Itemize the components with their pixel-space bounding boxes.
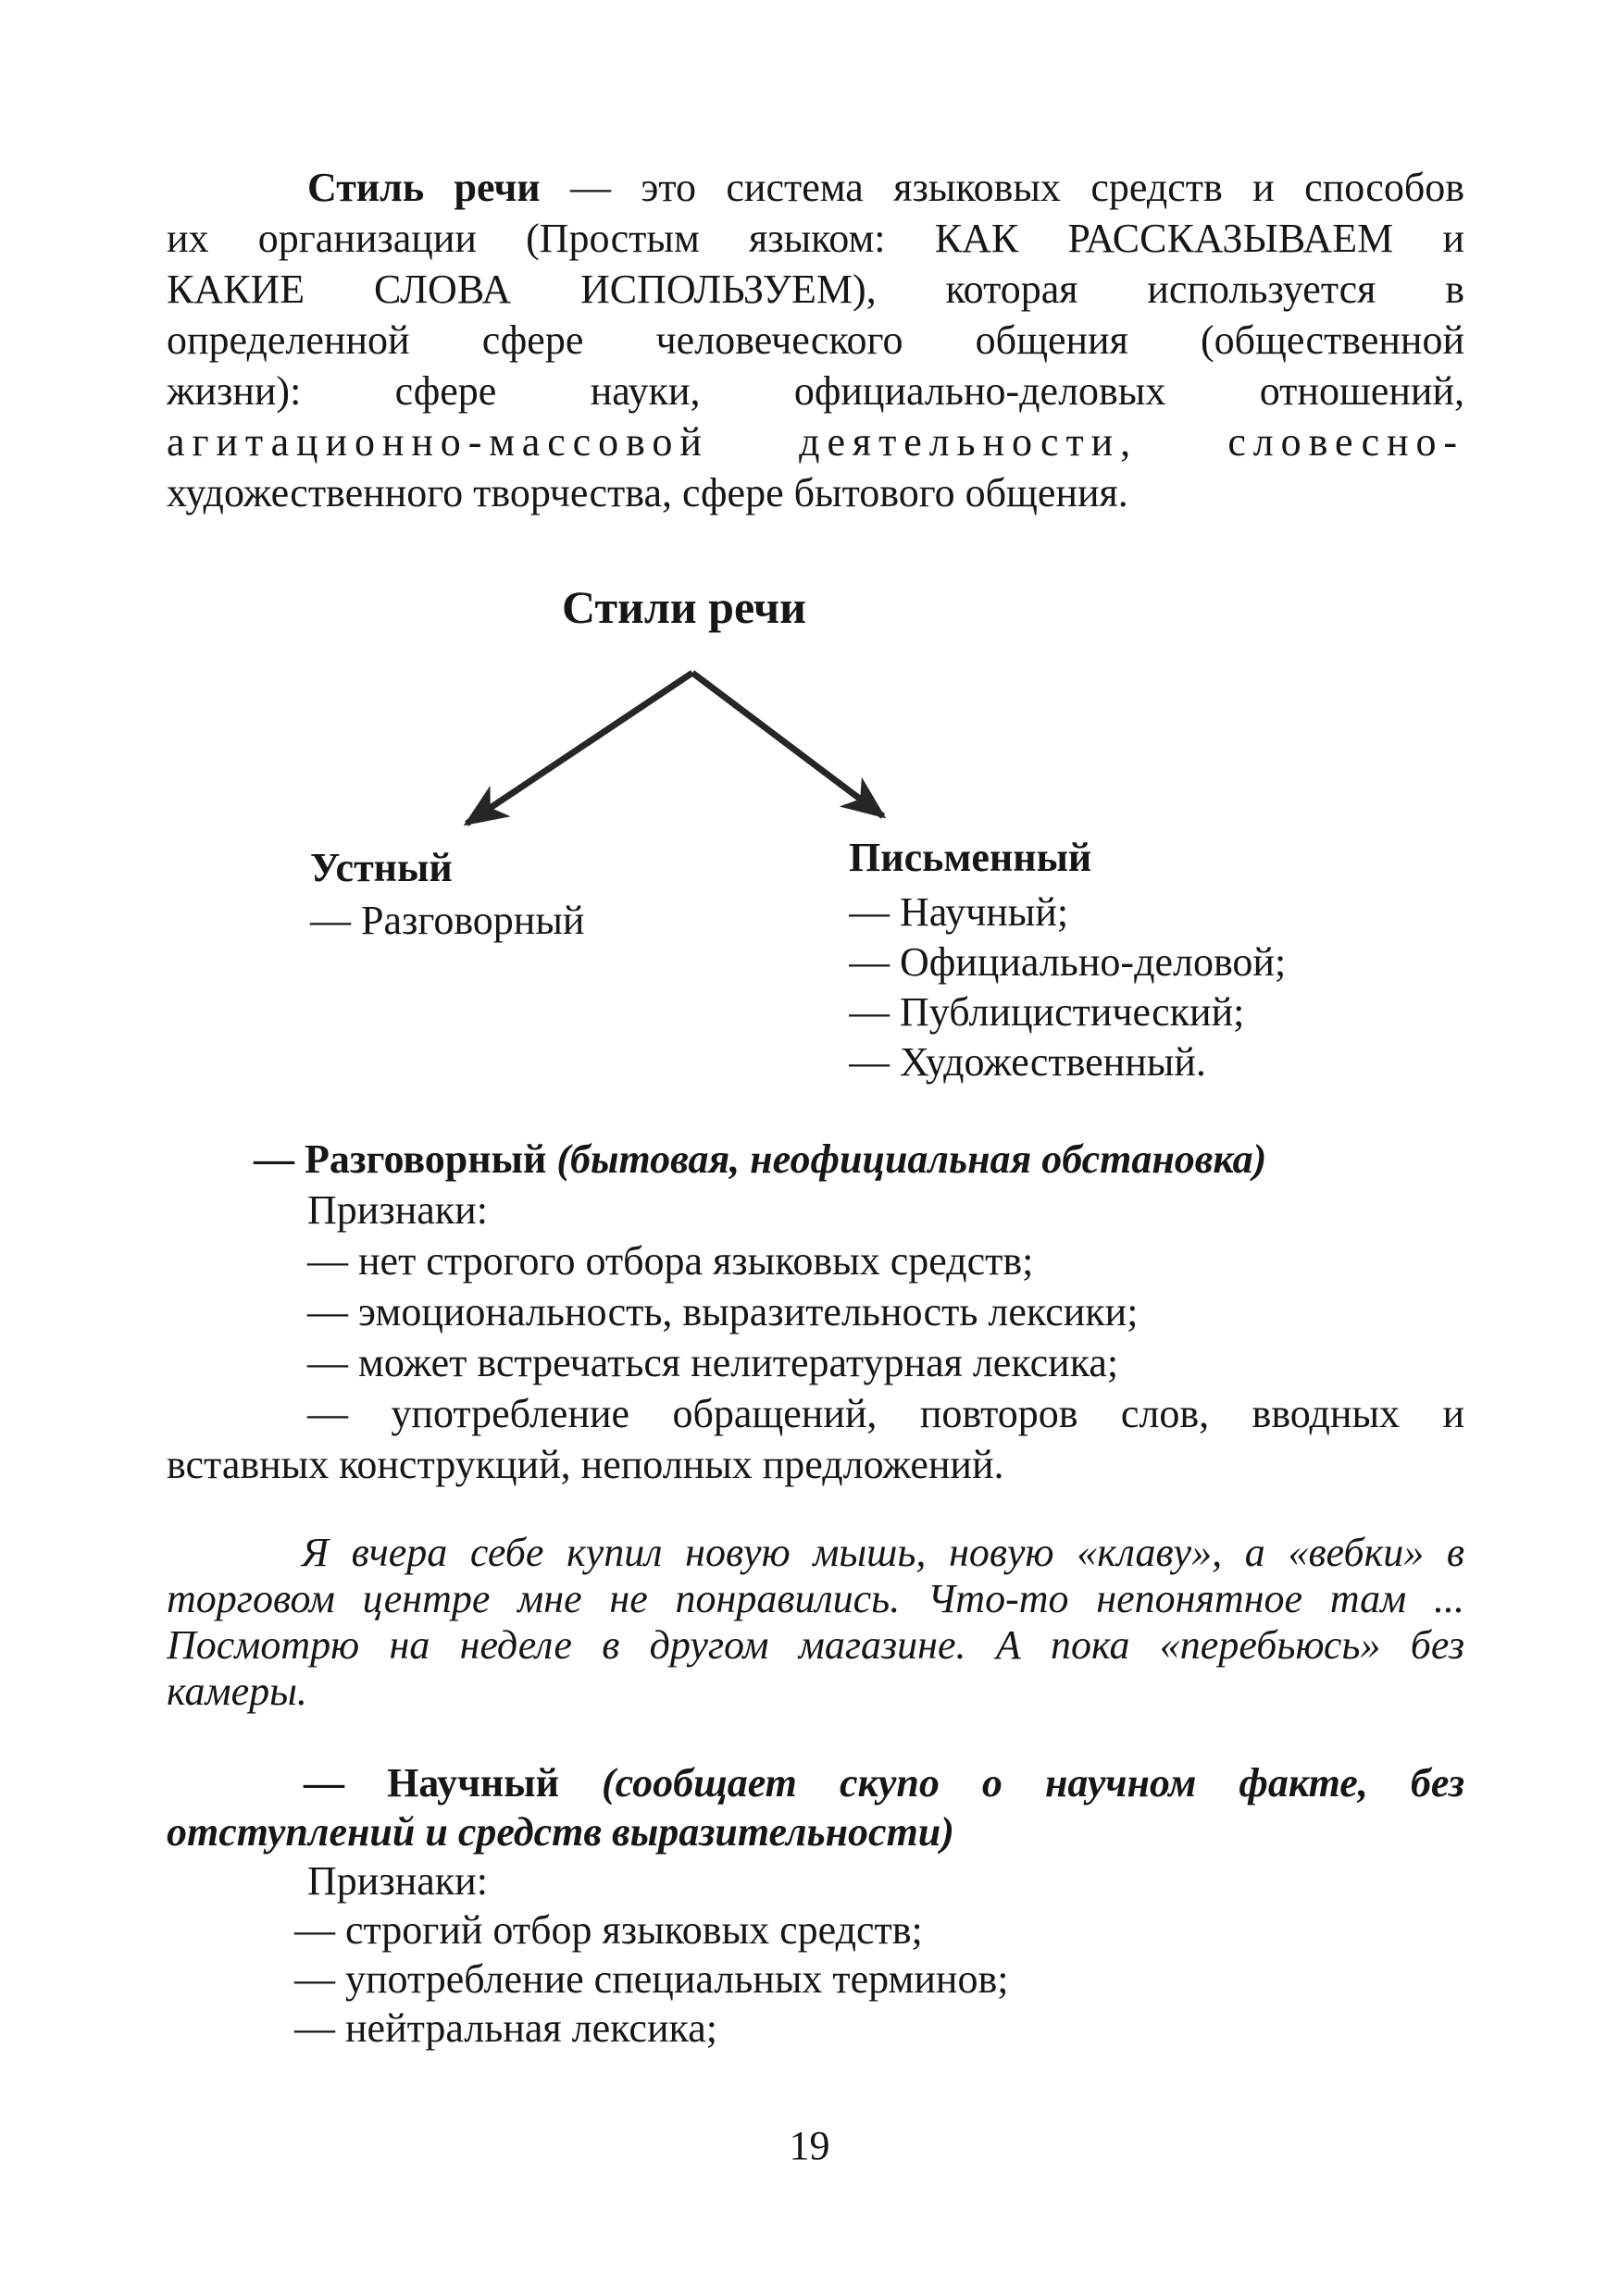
example-line: Я вчера себе купил новую мышь, новую «клаву», а «вебки» в	[302, 1530, 1464, 1575]
intro-line: их организации (Простым языком: КАК РАССКАЗЫВАЕМ и	[167, 216, 1464, 261]
oral-item: — Разговорный	[310, 898, 585, 943]
scientific-heading-term: — Научный	[304, 1760, 603, 1806]
written-item: — Публицистический;	[849, 989, 1245, 1035]
intro-line	[167, 162, 1464, 213]
feature-item: — употребление обращений, повторов слов, вводных и	[307, 1391, 1464, 1436]
intro-line-text: — это система языковых средств и способов	[540, 165, 1464, 210]
features-label: Признаки:	[307, 1187, 488, 1233]
oral-heading: Устный	[310, 845, 453, 890]
right-arrow-icon	[692, 673, 883, 816]
intro-line: КАКИЕ СЛОВА ИСПОЛЬЗУЕМ), которая используется в	[167, 267, 1464, 312]
feature-item: — может встречаться нелитературная лексика;	[307, 1340, 1119, 1385]
branch-arrows	[370, 639, 963, 851]
colloquial-section	[167, 1134, 1464, 1490]
feature-item: — строгий отбор языковых средств;	[294, 1907, 923, 1953]
intro-line: определенной сфере человеческого общения (общественной	[167, 317, 1464, 363]
features-label: Признаки:	[307, 1858, 488, 1904]
intro-line: жизни): сфере науки, официально-деловых отношений,	[167, 368, 1464, 414]
intro-lead-term: Стиль речи	[307, 165, 541, 210]
scientific-heading-paren: (сообщает скупо о научном факте, без	[602, 1760, 1464, 1806]
intro-line: художественного творчества, сфере бытового общения.	[167, 470, 1128, 515]
page-number: 19	[789, 2123, 830, 2168]
feature-item: — нейтральная лексика;	[294, 2005, 717, 2051]
written-item: — Научный;	[849, 889, 1069, 935]
example-line: камеры.	[167, 1669, 307, 1714]
intro-line: агитационно-массовой деятельности, словесно-	[167, 419, 1464, 465]
feature-item-continuation: вставных конструкций, неполных предложений.	[167, 1442, 1004, 1487]
feature-item: — эмоциональность, выразительность лексики;	[307, 1289, 1139, 1334]
written-item: — Художественный.	[849, 1039, 1206, 1085]
example-line: торговом центре мне не понравились. Что-то непонятное там ...	[167, 1576, 1464, 1621]
colloquial-heading-paren: (бытовая, неофициальная обстановка)	[556, 1136, 1267, 1182]
scientific-section	[167, 1758, 1464, 2053]
written-item: — Официально-деловой;	[849, 939, 1287, 985]
written-list	[849, 887, 1286, 1087]
written-heading: Письменный	[849, 835, 1092, 880]
scientific-heading-paren-continuation: отступлений и средств выразительности)	[167, 1809, 954, 1855]
scientific-heading	[167, 1758, 1464, 1807]
colloquial-heading	[167, 1134, 1464, 1185]
diagram-title: Стили речи	[562, 581, 806, 633]
feature-item: — нет строгого отбора языковых средств;	[307, 1238, 1034, 1284]
left-arrow-icon	[467, 673, 692, 824]
example-line: Посмотрю на неделе в другом магазине. А пока «перебьюсь» без	[167, 1622, 1464, 1668]
example-paragraph	[167, 1530, 1464, 1715]
colloquial-heading-term: — Разговорный	[254, 1136, 557, 1182]
intro-paragraph	[167, 162, 1464, 518]
feature-item: — употребление специальных терминов;	[294, 1956, 1009, 2002]
